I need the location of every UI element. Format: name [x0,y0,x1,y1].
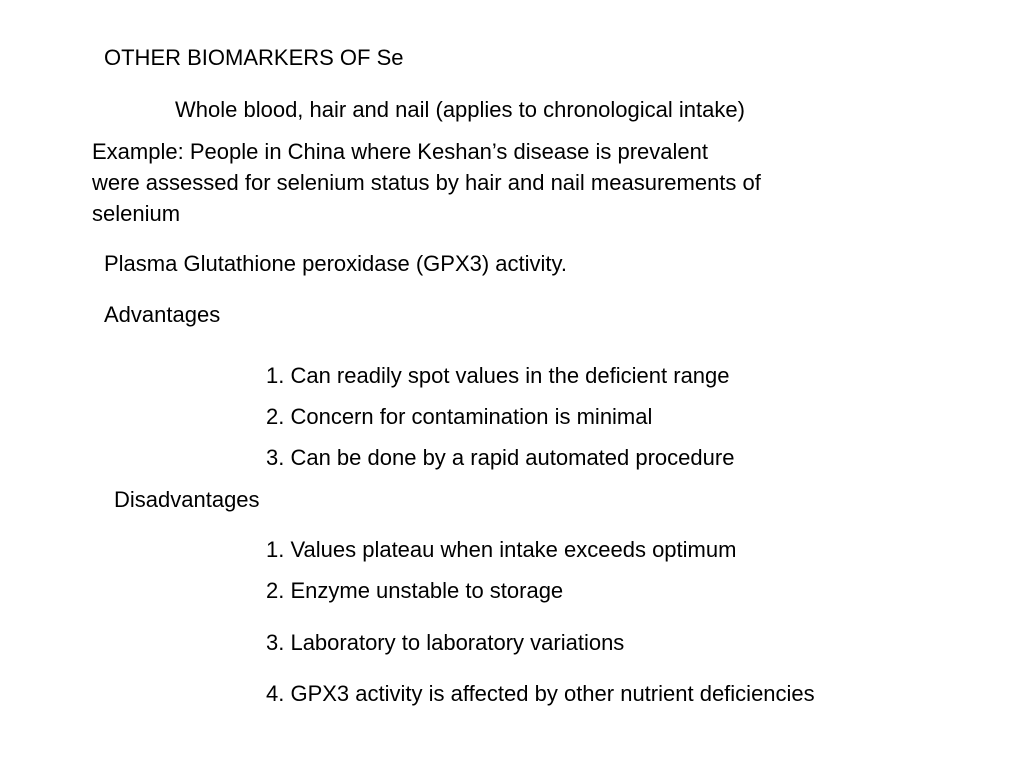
example-paragraph [92,136,892,229]
disadvantage-item: 2. Enzyme unstable to storage [266,578,564,603]
example-line: Example: People in China where Keshan’s disease is prevalent [92,139,708,164]
disadvantage-item: 1. Values plateau when intake exceeds optimum [266,537,737,562]
disadvantages-heading: Disadvantages [114,487,260,512]
plasma-heading: Plasma Glutathione peroxidase (GPX3) activity. [104,251,568,276]
advantage-item: 3. Can be done by a rapid automated procedure [266,445,735,470]
advantage-item: 2. Concern for contamination is minimal [266,404,653,429]
disadvantage-item: 4. GPX3 activity is affected by other nutrient deficiencies [266,681,815,706]
slide-subtitle: Whole blood, hair and nail (applies to chronological intake) [175,97,745,122]
disadvantage-item: 3. Laboratory to laboratory variations [266,630,625,655]
slide-title: OTHER BIOMARKERS OF Se [104,45,404,70]
example-line: were assessed for selenium status by hair and nail measurements of [92,170,761,195]
example-line: selenium [92,201,181,226]
advantage-item: 1. Can readily spot values in the deficient range [266,363,730,388]
advantages-heading: Advantages [104,302,221,327]
